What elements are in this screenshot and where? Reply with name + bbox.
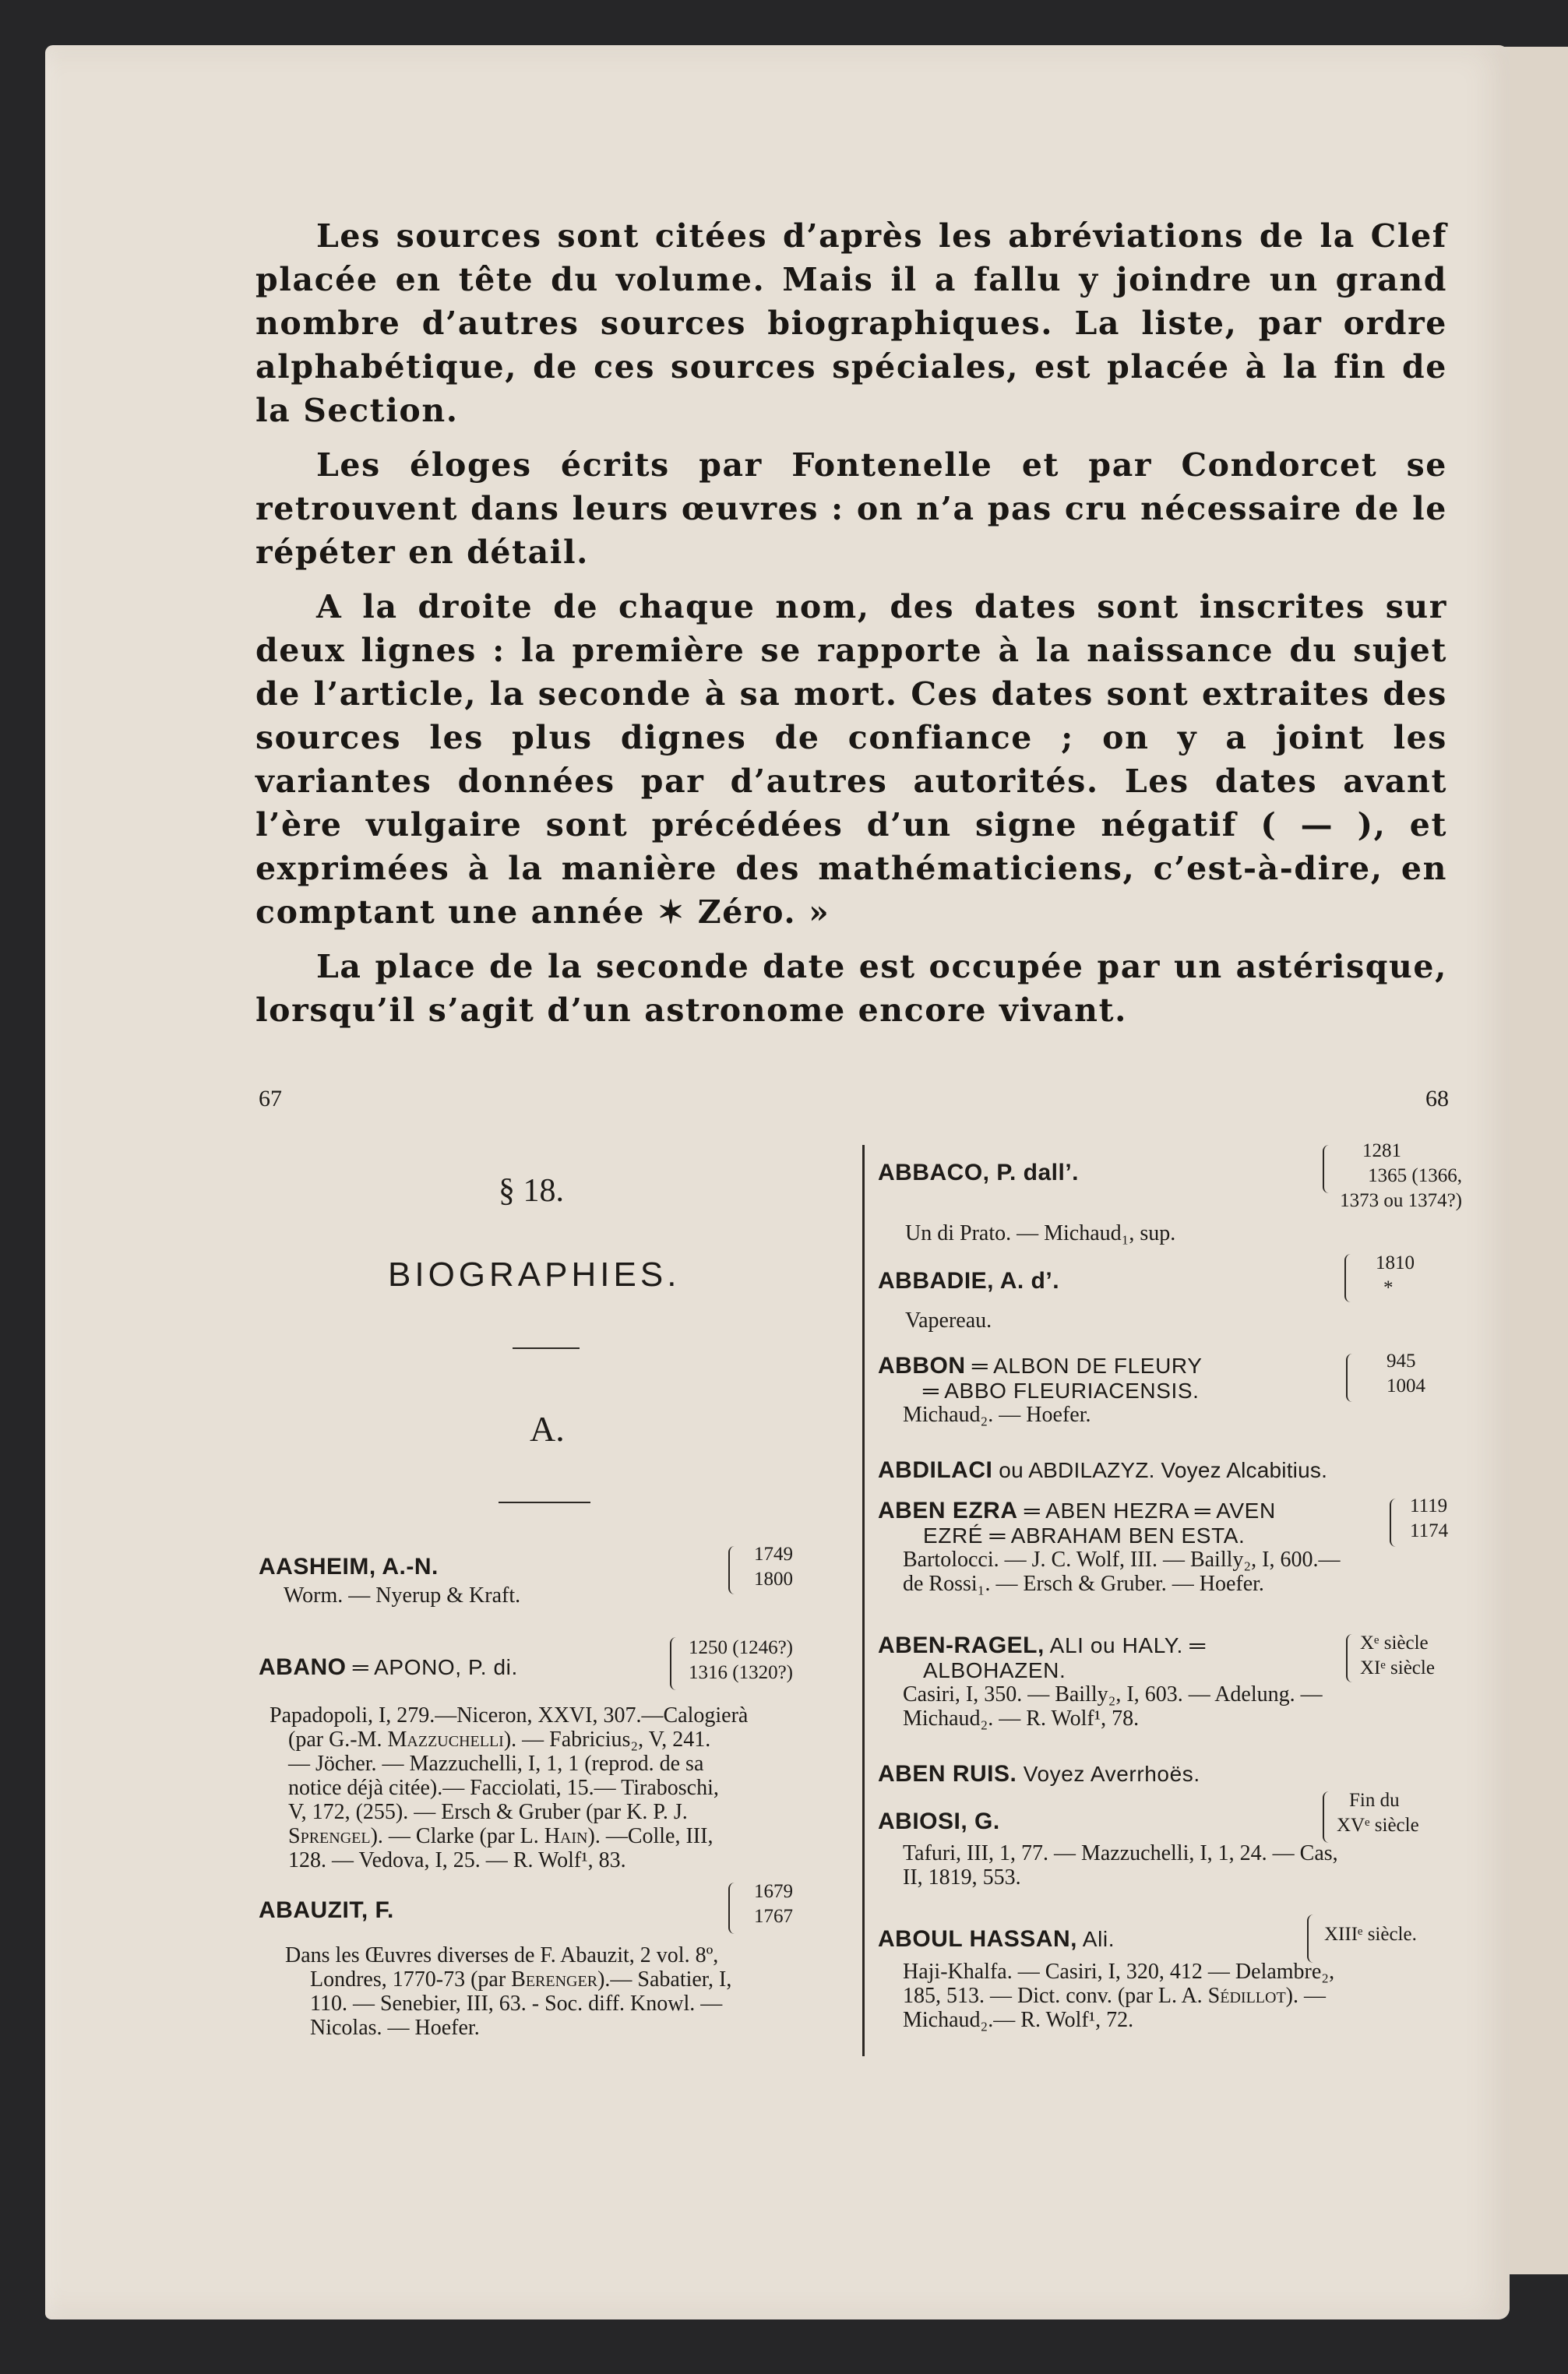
entry-name: ABEN-RAGEL, bbox=[878, 1633, 1045, 1658]
entry-alias: ═ ABBO FLEURIACENSIS. bbox=[923, 1379, 1200, 1403]
period: XIIIᵉ siècle. bbox=[1324, 1924, 1417, 1945]
source-line bbox=[878, 1984, 1470, 2008]
source-author: Sprengel bbox=[288, 1824, 371, 1848]
death-date: 1316 (1320?) bbox=[689, 1662, 793, 1683]
source-line: Papadopoli, I, 279.—Niceron, XXVI, 307.—Calogierà bbox=[270, 1703, 749, 1728]
living-marker: * bbox=[1383, 1277, 1394, 1298]
date-brace bbox=[670, 1637, 681, 1690]
source-line: Dans les Œuvres diverses de F. Abauzit, 2 vol. 8º, bbox=[285, 1943, 719, 1967]
entry-name: ABBON bbox=[878, 1353, 966, 1379]
birth-date: 1281 bbox=[1362, 1140, 1401, 1161]
source-text: (par G.-M. bbox=[288, 1728, 388, 1752]
birth-date: 1250 (1246?) bbox=[689, 1637, 793, 1658]
entry-name: ABANO bbox=[259, 1654, 347, 1680]
date-brace bbox=[728, 1883, 739, 1934]
date-brace bbox=[728, 1546, 739, 1594]
source-author: Sédillot bbox=[1207, 1984, 1286, 2008]
source-line: 128. — Vedova, I, 25. — R. Wolf¹, 83. bbox=[288, 1848, 626, 1872]
entry-sources: Michaud₂. — Hoefer. bbox=[903, 1403, 1091, 1427]
entry-name: AASHEIM, A.-N. bbox=[259, 1554, 439, 1580]
birth-date: 1749 bbox=[754, 1544, 793, 1565]
source-author: Hain bbox=[544, 1824, 588, 1848]
source-line: de Rossi₁. — Ersch & Gruber. — Hoefer. bbox=[903, 1572, 1264, 1596]
birth-date: Fin du bbox=[1349, 1790, 1400, 1811]
death-date: 1767 bbox=[754, 1906, 793, 1927]
birth-date: Xᵉ siècle bbox=[1360, 1633, 1429, 1654]
birth-date: 1810 bbox=[1376, 1252, 1415, 1273]
date-brace bbox=[1344, 1254, 1355, 1302]
death-date: 1800 bbox=[754, 1569, 793, 1590]
page-number-right: 68 bbox=[1425, 1086, 1449, 1111]
entry-crossref: Voyez Averrhoës. bbox=[1017, 1762, 1200, 1786]
entry-abauzit bbox=[259, 1898, 648, 1922]
entry-alias: ═ APONO, P. di. bbox=[346, 1655, 518, 1679]
source-text: ).— Sabatier, I, bbox=[597, 1967, 732, 1992]
entry-alias: ═ ABEN HEZRA ═ AVEN bbox=[1017, 1499, 1276, 1523]
dates-abbadie bbox=[1376, 1251, 1415, 1301]
section-number: § 18. bbox=[499, 1173, 564, 1209]
intro-paragraph-3: A la droite de chaque nom, des dates sont inscrites sur deux lignes : la première se rapporte à la naissance du sujet de l’article, la seconde à sa mort. Ces dates sont extraites des sources les plus dignes de confiance ; on y a joint les variantes données par d’autres autorités. Les dates avant l’ère vulgaire sont précédées d’un signe négatif ( — ), et exprimées à la manière des mathématiciens, c’est-à-dire, en comptant une année ✶ Zéro. » bbox=[255, 588, 1447, 931]
entry-alias: ALBOHAZEN. bbox=[923, 1658, 1066, 1682]
source-line bbox=[270, 1728, 846, 1752]
source-line: — Jöcher. — Mazzuchelli, I, 1, 1 (reprod. de sa bbox=[288, 1752, 704, 1776]
dates-abauzit bbox=[754, 1879, 793, 1929]
dates-aben-ezra bbox=[1410, 1494, 1448, 1544]
entry-name: ABOUL HASSAN, bbox=[878, 1926, 1077, 1952]
source-text: ). —Colle, III, bbox=[587, 1824, 714, 1848]
source-line: Nicolas. — Hoefer. bbox=[310, 2016, 480, 2040]
entry-alias: ALI ou HALY. ═ bbox=[1044, 1633, 1206, 1657]
source-author: Berenger bbox=[511, 1967, 598, 1992]
dates-abbaco bbox=[1302, 1139, 1462, 1213]
source-line: Michaud₂. — R. Wolf¹, 78. bbox=[903, 1707, 1140, 1731]
source-line bbox=[285, 1967, 846, 1992]
intro-text bbox=[255, 214, 1447, 1043]
entry-abbon bbox=[878, 1354, 1470, 1427]
column-rule bbox=[862, 1145, 865, 2056]
entry-name: ABBACO, P. dall’. bbox=[878, 1160, 1079, 1185]
entry-aasheim bbox=[259, 1555, 695, 1608]
source-text: ). — Fabricius₂, V, 241. bbox=[503, 1728, 711, 1752]
intro-paragraph-2: Les éloges écrits par Fontenelle et par Condorcet se retrouvent dans leurs œuvres : on n’a pas cru nécessaire de le répéter en détail. bbox=[255, 446, 1447, 571]
death-date: XIᵉ siècle bbox=[1360, 1657, 1435, 1678]
date-brace bbox=[1307, 1914, 1318, 1963]
death-date: 1004 bbox=[1387, 1375, 1425, 1397]
death-date: 1174 bbox=[1410, 1520, 1449, 1541]
entry-crossref: ou ABDILAZYZ. Voyez Alcabitius. bbox=[992, 1458, 1328, 1482]
entry-name: ABEN RUIS. bbox=[878, 1761, 1017, 1787]
entry-abano bbox=[259, 1655, 679, 1680]
entry-name: ABEN EZRA bbox=[878, 1498, 1018, 1523]
entry-sources: Worm. — Nyerup & Kraft. bbox=[284, 1583, 521, 1608]
death-date: XVᵉ siècle bbox=[1337, 1815, 1419, 1836]
source-line: II, 1819, 553. bbox=[903, 1865, 1021, 1890]
death-date-variant: 1373 ou 1374?) bbox=[1340, 1190, 1462, 1211]
dates-abiosi bbox=[1337, 1788, 1419, 1838]
abano-sources bbox=[270, 1703, 846, 1872]
birth-date: 1679 bbox=[754, 1881, 793, 1902]
source-line: notice déjà citée).— Facciolati, 15.— Tiraboschi, bbox=[288, 1776, 719, 1800]
source-line: Michaud₂.— R. Wolf¹, 72. bbox=[903, 2008, 1134, 2032]
entry-name: ABBADIE, A. d’. bbox=[878, 1268, 1060, 1294]
date-brace bbox=[1346, 1634, 1357, 1682]
date-brace bbox=[1390, 1499, 1401, 1547]
dates-aboul-hassan bbox=[1324, 1922, 1417, 1947]
entry-heading bbox=[878, 1499, 1470, 1523]
source-line: 110. — Senebier, III, 63. - Soc. diff. Knowl. — bbox=[310, 1992, 723, 2016]
entry-abdilaci bbox=[878, 1458, 1470, 1483]
source-line: V, 172, (255). — Ersch & Gruber (par K. P. J. bbox=[288, 1800, 688, 1824]
intro-paragraph-4: La place de la seconde date est occupée par un astérisque, lorsqu’il s’agit d’un astronome encore vivant. bbox=[255, 948, 1447, 1029]
source-line bbox=[270, 1824, 846, 1848]
source-line: Bartolocci. — J. C. Wolf, III. — Bailly₂, I, 600.— bbox=[903, 1548, 1341, 1572]
entry-name: ABIOSI, G. bbox=[878, 1809, 1000, 1834]
birth-date: 1119 bbox=[1410, 1495, 1448, 1516]
entry-heading bbox=[878, 1354, 1470, 1379]
intro-paragraph-1: Les sources sont citées d’après les abréviations de la Clef placée en tête du volume. Mais il a fallu y joindre un grand nombre d’autres sources biographiques. La liste, par ordre alphabétique, de ces sources spéciales, est placée à la fin de la Section. bbox=[255, 217, 1447, 429]
source-text: ). — bbox=[1285, 1984, 1326, 2008]
source-line: Casiri, I, 350. — Bailly₂, I, 603. — Adelung. — bbox=[903, 1682, 1323, 1707]
section-title: BIOGRAPHIES. bbox=[388, 1256, 681, 1294]
entry-name: ABAUZIT, F. bbox=[259, 1897, 394, 1923]
dates-abbon bbox=[1387, 1349, 1425, 1399]
entry-forename: Ali. bbox=[1076, 1927, 1115, 1951]
entry-alias: ═ ALBON DE FLEURY bbox=[965, 1354, 1203, 1378]
abauzit-sources bbox=[285, 1943, 846, 2040]
dates-abano bbox=[689, 1636, 793, 1685]
source-text: ). — Clarke (par L. bbox=[370, 1824, 544, 1848]
abbadie-sources: Vapereau. bbox=[905, 1309, 992, 1333]
adjacent-page-edge bbox=[1502, 47, 1568, 2274]
entry-name: ABDILACI bbox=[878, 1457, 993, 1483]
source-author: Mazzuchelli bbox=[387, 1728, 504, 1752]
dates-aasheim bbox=[754, 1542, 793, 1592]
entry-aben-ezra bbox=[878, 1499, 1470, 1596]
section-divider-bottom bbox=[499, 1502, 590, 1503]
dates-aben-ragel bbox=[1360, 1631, 1435, 1681]
letter-heading: A. bbox=[530, 1409, 565, 1449]
source-line: Tafuri, III, 1, 77. — Mazzuchelli, I, 1, 24. — Cas, bbox=[903, 1841, 1338, 1865]
entry-aben-ruis bbox=[878, 1762, 1470, 1787]
date-brace bbox=[1323, 1791, 1334, 1843]
source-line: Haji-Khalfa. — Casiri, I, 320, 412 — Delambre₂, bbox=[903, 1960, 1335, 1984]
date-brace bbox=[1346, 1354, 1357, 1402]
birth-date: 945 bbox=[1387, 1351, 1416, 1372]
entry-alias: EZRÉ ═ ABRAHAM BEN ESTA. bbox=[923, 1523, 1246, 1548]
page-number-left: 67 bbox=[259, 1086, 282, 1111]
death-date: 1365 (1366, bbox=[1368, 1165, 1462, 1186]
source-text: Londres, 1770-73 (par bbox=[310, 1967, 512, 1992]
abbaco-sources: Un di Prato. — Michaud₁, sup. bbox=[905, 1221, 1176, 1245]
section-divider-top bbox=[513, 1347, 580, 1349]
source-text: 185, 513. — Dict. conv. (par L. A. bbox=[903, 1984, 1208, 2008]
